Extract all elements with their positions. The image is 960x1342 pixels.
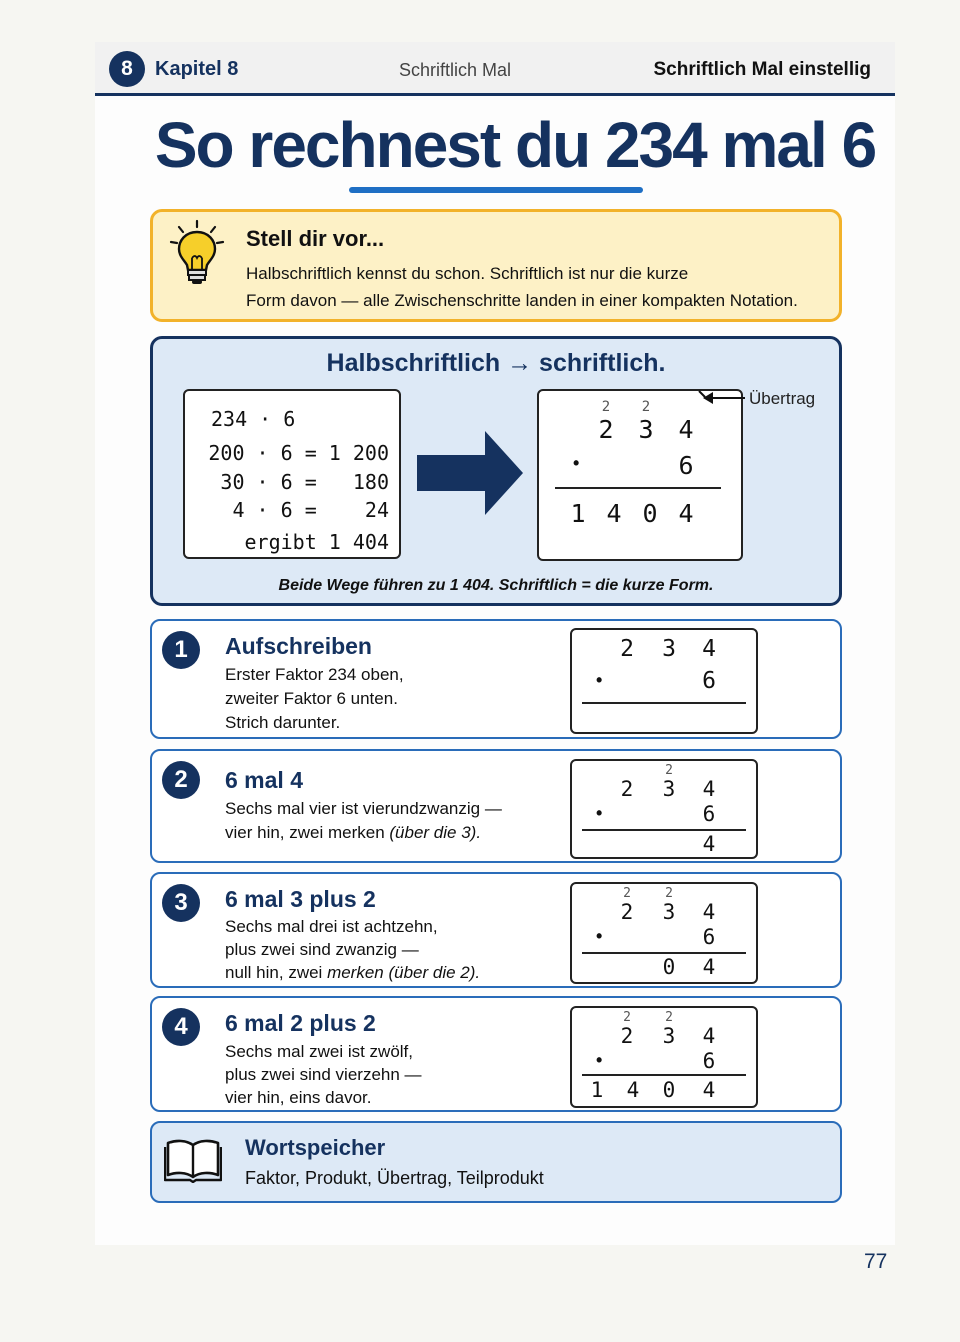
multiply-dot: •: [596, 670, 603, 690]
step-number: 4: [162, 1008, 200, 1046]
step-text: [225, 797, 565, 845]
step-line: [225, 821, 565, 845]
step-line: Sechs mal zwei ist zwölf,: [225, 1042, 413, 1061]
factor-digit: 4: [702, 900, 716, 924]
chapter-badge: 8: [109, 51, 145, 87]
result-line: [582, 702, 746, 704]
carry-arrow-icon: [695, 389, 747, 409]
factor-digit: 2: [598, 415, 614, 444]
result-line: [582, 952, 746, 954]
carry-label: Übertrag: [749, 389, 816, 408]
factor-digit: 6: [702, 1049, 716, 1073]
halb-line: 200 · 6 = 1 200: [208, 441, 389, 465]
page-title: So rechnest du 234 mal 6: [154, 109, 876, 181]
step-calculation: [570, 628, 758, 734]
result-digit: 4: [702, 955, 716, 979]
multiply-dot: •: [573, 453, 580, 473]
step-calculation: [570, 759, 758, 859]
result-digit: 4: [606, 499, 622, 528]
step-card: [150, 996, 842, 1112]
topic-label: Schriftlich Mal einstellig: [653, 59, 871, 80]
comparison-title: Halbschriftlich → schriftlich.: [326, 349, 666, 377]
idea-line: Form davon — alle Zwischenschritte landen in einer kompakten Notation.: [246, 291, 798, 310]
step-line: Sechs mal vier ist vierundzwanzig —: [225, 799, 502, 818]
result-digit: 0: [642, 499, 658, 528]
result-digit: 0: [662, 955, 676, 979]
step-number: 2: [162, 761, 200, 799]
carry-digit: 2: [665, 1010, 673, 1025]
comparison-box: [150, 336, 842, 606]
halbschriftlich-card: [183, 389, 401, 559]
word-box: [150, 1121, 842, 1203]
step-text: [225, 663, 545, 735]
right-arrow-icon: [417, 431, 525, 515]
factor-digit: 6: [702, 925, 716, 949]
halb-line: 30 · 6 = 180: [220, 470, 389, 494]
section-label: Schriftlich Mal: [398, 60, 512, 80]
carry-digit: 2: [641, 399, 651, 415]
step-line: Erster Faktor 234 oben,: [225, 665, 404, 684]
factor-digit: 2: [620, 777, 634, 801]
step-number: 3: [162, 884, 200, 922]
step-line-plain: vier hin, zwei merken: [225, 823, 390, 842]
factor-digit: 3: [662, 777, 676, 801]
halb-line: 234 · 6: [211, 407, 296, 431]
step-card: [150, 872, 842, 988]
word-box-title: Wortspeicher: [245, 1135, 386, 1160]
factor-digit: 4: [702, 1024, 716, 1048]
factor-digit: 2: [620, 900, 634, 924]
factor-digit: 3: [662, 1024, 676, 1048]
factor-digit: 3: [662, 636, 676, 662]
halb-line: ergibt 1 404: [244, 530, 389, 554]
result-line: [555, 487, 721, 489]
idea-box: [150, 209, 842, 322]
step-line: vier hin, eins davor.: [225, 1088, 372, 1107]
title-underline: [349, 187, 643, 193]
factor-digit: 6: [702, 802, 716, 826]
step-card: [150, 619, 842, 739]
schriftlich-card: [537, 389, 743, 561]
idea-title: Stell dir vor...: [246, 226, 385, 251]
idea-text: [246, 260, 826, 314]
book-page: [95, 42, 895, 1245]
step-line-italic: (über die 3).: [389, 823, 482, 842]
halb-line: 4 · 6 = 24: [232, 498, 389, 522]
lightbulb-icon: [165, 218, 229, 290]
step-card: [150, 749, 842, 863]
step-number: 1: [162, 631, 200, 669]
step-line: Sechs mal drei ist achtzehn,: [225, 917, 438, 936]
result-digit: 4: [702, 832, 716, 856]
carry-digit: 2: [601, 399, 611, 415]
step-line: plus zwei sind zwanzig —: [225, 940, 419, 959]
step-title: 6 mal 4: [225, 767, 303, 793]
step-line-plain: null hin, zwei: [225, 963, 328, 982]
chapter-label: Kapitel 8: [155, 58, 239, 80]
factor-digit: 6: [702, 668, 716, 694]
result-digit: 4: [626, 1078, 640, 1102]
result-line: [582, 829, 746, 831]
step-line: zweiter Faktor 6 unten.: [225, 689, 398, 708]
carry-digit: 2: [623, 1010, 631, 1025]
factor-digit: 3: [662, 900, 676, 924]
factor-digit: 2: [620, 636, 634, 662]
result-digit: 4: [678, 499, 694, 528]
step-title: 6 mal 2 plus 2: [225, 1010, 376, 1036]
result-digit: 4: [702, 1078, 716, 1102]
open-book-icon: [164, 1137, 222, 1183]
factor-digit: 6: [678, 451, 694, 480]
step-title: Aufschreiben: [225, 633, 372, 659]
factor-digit: 4: [678, 415, 694, 444]
carry-digit: 2: [665, 886, 673, 901]
result-line: [582, 1074, 746, 1076]
multiply-dot: •: [596, 926, 603, 946]
page-number: 77: [864, 1250, 888, 1273]
factor-digit: 3: [638, 415, 654, 444]
step-line-italic: merken (über die 2).: [327, 963, 481, 982]
word-box-text: Faktor, Produkt, Übertrag, Teilprodukt: [245, 1168, 544, 1188]
step-calculation: [570, 1006, 758, 1108]
multiply-dot: •: [596, 803, 603, 823]
result-digit: 0: [662, 1078, 676, 1102]
step-line: plus zwei sind vierzehn —: [225, 1065, 422, 1084]
carry-digit: 2: [665, 763, 673, 778]
result-digit: 1: [570, 499, 586, 528]
step-text: [225, 915, 545, 984]
multiply-dot: •: [596, 1050, 603, 1070]
step-text: [225, 1040, 545, 1109]
page-header: [95, 42, 895, 96]
step-line: [225, 961, 545, 984]
comparison-note: Beide Wege führen zu 1 404. Schriftlich = die kurze Form.: [278, 577, 714, 594]
factor-digit: 4: [702, 636, 716, 662]
result-digit: 1: [590, 1078, 604, 1102]
idea-line: Halbschriftlich kennst du schon. Schriftlich ist nur die kurze: [246, 264, 689, 283]
step-line: Strich darunter.: [225, 713, 341, 732]
carry-digit: 2: [623, 886, 631, 901]
step-title: 6 mal 3 plus 2: [225, 886, 376, 912]
factor-digit: 4: [702, 777, 716, 801]
factor-digit: 2: [620, 1024, 634, 1048]
step-calculation: [570, 882, 758, 984]
